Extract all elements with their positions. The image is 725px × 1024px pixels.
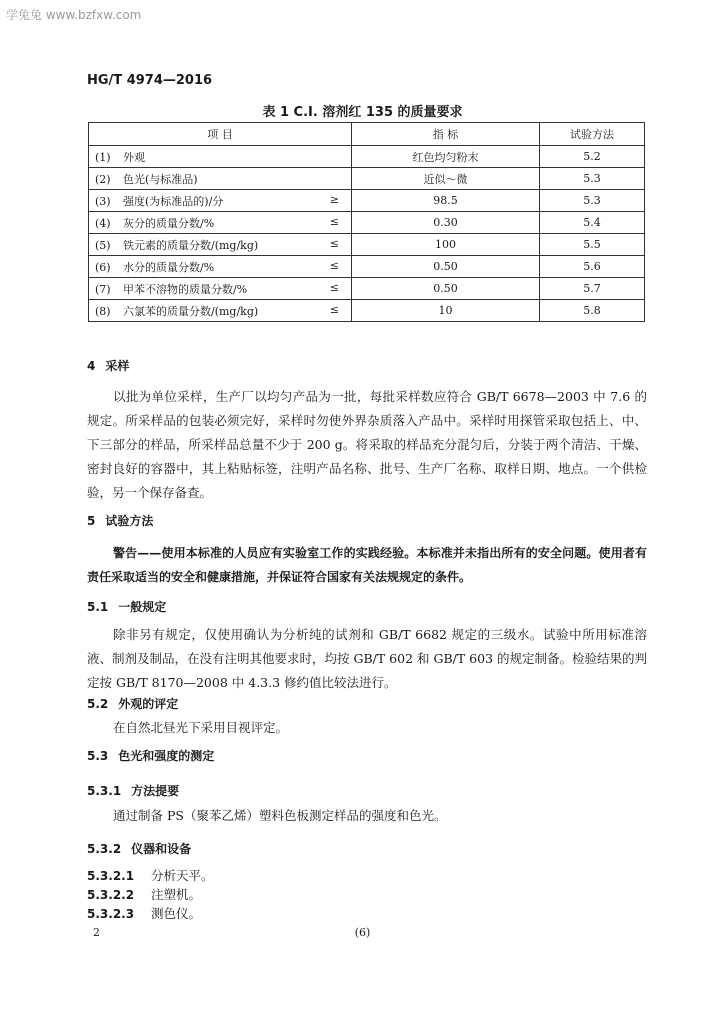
row-item-text: 六氯苯的质量分数/(mg/kg) xyxy=(123,304,259,318)
row-value: 0.50 xyxy=(352,278,540,300)
section-number: 5.3 xyxy=(87,749,109,763)
section-number: 5.2 xyxy=(87,697,109,711)
row-item-text: 甲苯不溶物的质量分数/% xyxy=(123,282,248,296)
row-item xyxy=(89,168,352,190)
row-item-text: 色光(与标准品) xyxy=(123,172,198,186)
section-title: 采样 xyxy=(105,359,130,373)
section-title: 一般规定 xyxy=(118,600,167,614)
row-sym: ≥ xyxy=(329,192,339,206)
row-item-text: 水分的质量分数/% xyxy=(123,260,215,274)
row-no: (5) xyxy=(95,238,111,252)
table-row xyxy=(89,278,645,300)
table-row xyxy=(89,256,645,278)
row-no: (1) xyxy=(95,150,111,164)
section-5-3-2-heading xyxy=(87,840,191,857)
row-sym: ≤ xyxy=(329,302,339,316)
table-row xyxy=(89,300,645,322)
row-item xyxy=(89,190,352,212)
warning-paragraph: 警告——使用本标准的人员应有实验室工作的实践经验。本标准并未指出所有的安全问题。使用者有责任采取适当的安全和健康措施，并保证符合国家有关法规规定的条件。 xyxy=(87,546,647,584)
section-title: 外观的评定 xyxy=(118,697,179,711)
table-row xyxy=(89,190,645,212)
general-rules-paragraph: 除非另有规定，仅使用确认为分析纯的试剂和 GB/T 6682 规定的三级水。试验中所用标准溶液、制剂及制品，在没有注明其他要求时，均按 GB/T 602 和 GB/T 603 的规定制备。检验结果的判定按 GB/T 8170—2008 中 4.3.3 修约值比较法进行。 xyxy=(87,627,647,690)
section-5-3-heading xyxy=(87,747,214,764)
table-row xyxy=(89,168,645,190)
section-number: 5.3.1 xyxy=(87,784,122,798)
row-item xyxy=(89,256,352,278)
item-number: 5.3.2.2 xyxy=(87,888,135,902)
row-item xyxy=(89,146,352,168)
row-method: 5.7 xyxy=(540,278,645,300)
row-no: (8) xyxy=(95,304,111,318)
equipment-item xyxy=(87,885,201,903)
quality-requirements-table xyxy=(88,122,645,322)
row-sym: ≤ xyxy=(329,258,339,272)
row-sym: ≤ xyxy=(329,236,339,250)
watermark: 学兔兔 www.bzfxw.com xyxy=(6,8,142,22)
row-no: (7) xyxy=(95,282,111,296)
section-5-2-heading xyxy=(87,695,178,712)
table-header-row xyxy=(89,123,645,146)
row-value: 100 xyxy=(352,234,540,256)
section-number: 5.1 xyxy=(87,600,109,614)
equipment-item xyxy=(87,866,214,884)
item-number: 5.3.2.1 xyxy=(87,869,135,883)
equipment-item xyxy=(87,904,201,922)
section-title: 方法提要 xyxy=(131,784,180,798)
section-5-heading xyxy=(87,512,153,529)
row-sym: ≤ xyxy=(329,214,339,228)
row-item-text: 外观 xyxy=(123,150,145,164)
method-summary-text: 通过制备 PS（聚苯乙烯）塑料色板测定样品的强度和色光。 xyxy=(113,808,447,823)
header-item: 项 目 xyxy=(89,123,352,146)
row-no: (6) xyxy=(95,260,111,274)
row-value: 0.30 xyxy=(352,212,540,234)
row-method: 5.3 xyxy=(540,168,645,190)
row-item xyxy=(89,300,352,322)
row-method: 5.2 xyxy=(540,146,645,168)
section-5-3-1-heading xyxy=(87,782,179,799)
page-number: 2 xyxy=(93,926,100,939)
header-method: 试验方法 xyxy=(540,123,645,146)
row-value: 0.50 xyxy=(352,256,540,278)
row-no: (3) xyxy=(95,194,111,208)
row-no: (2) xyxy=(95,172,111,186)
row-sym: ≤ xyxy=(329,280,339,294)
item-text: 分析天平。 xyxy=(151,868,214,883)
appearance-text: 在自然北昼光下采用目视评定。 xyxy=(113,720,289,735)
row-no: (4) xyxy=(95,216,111,230)
table-row xyxy=(89,234,645,256)
row-method: 5.6 xyxy=(540,256,645,278)
item-text: 测色仪。 xyxy=(151,906,202,921)
row-value: 红色均匀粉末 xyxy=(352,146,540,168)
row-item-text: 强度(为标准品的)/分 xyxy=(123,194,224,208)
row-item-text: 灰分的质量分数/% xyxy=(123,216,215,230)
section-5-1-heading xyxy=(87,598,166,615)
row-method: 5.3 xyxy=(540,190,645,212)
section-number: 5 xyxy=(87,514,96,528)
section-title: 试验方法 xyxy=(105,514,154,528)
row-method: 5.5 xyxy=(540,234,645,256)
page-center-label: (6) xyxy=(354,926,371,939)
row-value: 98.5 xyxy=(352,190,540,212)
section-title: 色光和强度的测定 xyxy=(118,749,215,763)
header-index: 指 标 xyxy=(352,123,540,146)
row-item xyxy=(89,234,352,256)
row-value: 10 xyxy=(352,300,540,322)
table-caption: 表 1 C.I. 溶剂红 135 的质量要求 xyxy=(262,105,463,120)
section-4-heading xyxy=(87,357,129,374)
row-method: 5.8 xyxy=(540,300,645,322)
section-number: 5.3.2 xyxy=(87,842,122,856)
item-number: 5.3.2.3 xyxy=(87,907,135,921)
item-text: 注塑机。 xyxy=(151,887,202,902)
table-row xyxy=(89,212,645,234)
sampling-paragraph: 以批为单位采样，生产厂以均匀产品为一批，每批采样数应符合 GB/T 6678—2003 中 7.6 的规定。所采样品的包装必须完好，采样时勿使外界杂质落入产品中。采样时用探管采取包括上、中、下三部分的样品，所采样品总量不少于 200 g。将采取的样品充分混匀后，分装于两个清洁、干燥、密封良好的容器中，其上粘贴标签，注明产品名称、批号、生产厂名称、取样日期、地点。一个供检验，另一个保存备查。 xyxy=(87,389,647,500)
row-method: 5.4 xyxy=(540,212,645,234)
section-number: 4 xyxy=(87,359,96,373)
row-item-text: 铁元素的质量分数/(mg/kg) xyxy=(123,238,259,252)
table-row xyxy=(89,146,645,168)
row-item xyxy=(89,212,352,234)
row-value: 近似～微 xyxy=(352,168,540,190)
section-title: 仪器和设备 xyxy=(131,842,192,856)
standard-number: HG/T 4974—2016 xyxy=(87,73,213,88)
row-item xyxy=(89,278,352,300)
